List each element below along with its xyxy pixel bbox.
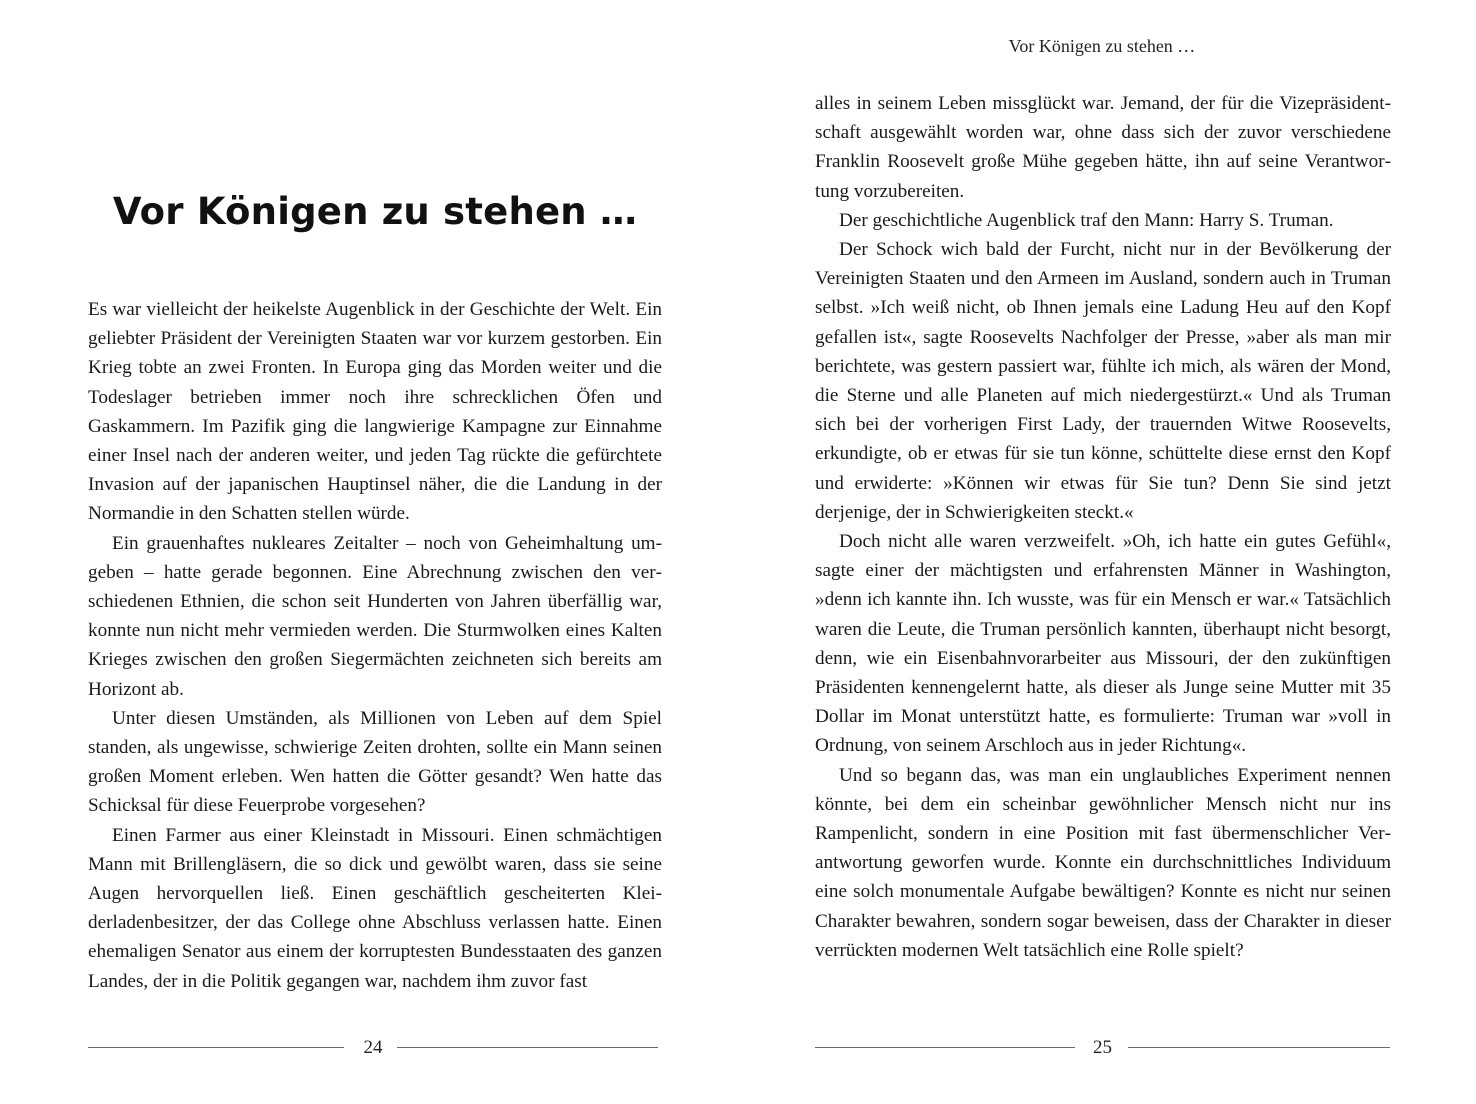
right-page xyxy=(738,0,1476,1104)
right-page-footer xyxy=(815,1035,1390,1061)
paragraph: alles in seinem Leben missglückt war. Jemand, der für die Vizepräsidentschaft ausgewählt worden war, ohne dass sich der zuvor verschiedene Franklin Roosevelt große Mühe gegeben hätte, ihn auf seine Verantwortung vorzubereiten. xyxy=(815,93,1391,202)
paragraph: Und so begann das, was man ein unglaubliches Experiment nennen könnte, bei dem ein scheinbar gewöhnlicher Mensch nicht nur ins Rampenlicht, sondern in eine Position mit fast übermenschlicher Verantwortung geworfen wurde. Konnte ein durchschnittliches Individuum eine solch monumentale Aufgabe bewältigen? Konnte es nicht nur seinen Charakter bewahren, sondern sogar beweisen, dass der Charakter in dieser verrückten modernen Welt tatsächlich eine Rolle spielt? xyxy=(815,764,1391,961)
right-page-body xyxy=(815,89,1391,965)
paragraph: Der geschichtliche Augenblick traf den Mann: Harry S. Truman. xyxy=(839,209,1334,231)
left-page-footer xyxy=(88,1035,658,1061)
footer-rule-right xyxy=(1128,1047,1390,1048)
paragraph: Es war vielleicht der heikelste Augenblick in der Geschichte der Welt. Ein geliebter Präsident der Vereinigten Staaten war vor kurzem gestorben. Ein Krieg tobte an zwei Fronten. In Europa ging das Morden weiter und die Todeslager betrieben immer noch ihre schrecklichen Öfen und Gaskammern. Im Pazifik ging die langwierige Kampagne zur Einnahme einer Insel nach der anderen weiter, und jeden Tag rückte die gefürchtete Invasion auf der japanischen Hauptinsel näher, die die Landung in der Normandie in den Schatten stellen würde. xyxy=(88,299,662,525)
paragraph: Doch nicht alle waren verzweifelt. »Oh, ich hatte ein gutes Gefühl«, sagte einer der mächtigsten und erfahrensten Männer in Washington, »denn ich kannte ihn. Ich wusste, was für ein Mensch er war.« Tatsächlich waren die Leute, die Truman persönlich kannten, überhaupt nicht besorgt, denn, wie ein Eisenbahnvorarbeiter aus Missouri, der den zukünftigen Präsidenten kennengelernt hatte, als dieser als Junge seine Mutter mit 35 Dollar im Monat unterstützt hatte, es formulierte: Truman war »voll in Ordnung, von seinem Arschloch aus in jeder Richtung«. xyxy=(815,531,1391,757)
paragraph: Ein grauenhaftes nukleares Zeitalter – noch von Geheimhaltung umgeben – hatte gerade begonnen. Eine Abrechnung zwischen den verschiedenen Ethnien, die schon seit Hunderten von Jahren überfällig war, konnte nun nicht mehr vermieden werden. Die Sturmwolken eines Kalten Krieges zwischen den großen Siegermächten zeichneten sich bereits am Horizont ab. xyxy=(88,532,662,700)
paragraph: Unter diesen Umständen, als Millionen von Leben auf dem Spiel standen, als ungewisse, schwierige Zeiten drohten, sollte ein Mann seinen großen Moment erleben. Wen hatten die Götter gesandt? Wen hatte das Schicksal für diese Feuerprobe vorgesehen? xyxy=(88,707,662,817)
chapter-title: Vor Königen zu stehen … xyxy=(112,190,638,233)
page-number: 24 xyxy=(363,1037,383,1058)
page-number: 25 xyxy=(1093,1037,1112,1058)
footer-rule-right xyxy=(397,1047,658,1048)
paragraph: Einen Farmer aus einer Kleinstadt in Missouri. Einen schmächtigen Mann mit Brillengläsern, die so dick und gewölbt waren, dass sie seine Augen hervorquellen ließ. Einen geschäftlich gescheiterten Kleiderladenbesitzer, der das College ohne Abschluss verlassen hatte. Einen ehemaligen Senator aus einem der korruptesten Bundesstaaten des ganzen Landes, der in die Politik gegangen war, nachdem ihm zuvor fast xyxy=(88,824,662,992)
paragraph: Der Schock wich bald der Furcht, nicht nur in der Bevölkerung der Vereinigten Staaten und den Armeen im Ausland, sondern auch in Truman selbst. »Ich weiß nicht, ob Ihnen jemals eine Ladung Heu auf den Kopf gefallen ist«, sagte Roosevelts Nachfolger der Presse, »aber als man mir berichtete, was gestern passiert war, fühlte ich mich, als wären der Mond, die Sterne und alle Planeten auf mich niedergestürzt.« Und als Truman sich bei der vorherigen First Lady, der trauernden Witwe Roosevelts, erkundigte, ob er etwas für sie tun könne, schüttelte diese ernst den Kopf und erwiderte: »Können wir etwas für Sie tun? Denn Sie sind jetzt derjenige, der in Schwierigkeiten steckt.« xyxy=(815,239,1391,523)
running-head: Vor Königen zu stehen … xyxy=(1008,36,1196,56)
left-page-body xyxy=(88,295,662,996)
